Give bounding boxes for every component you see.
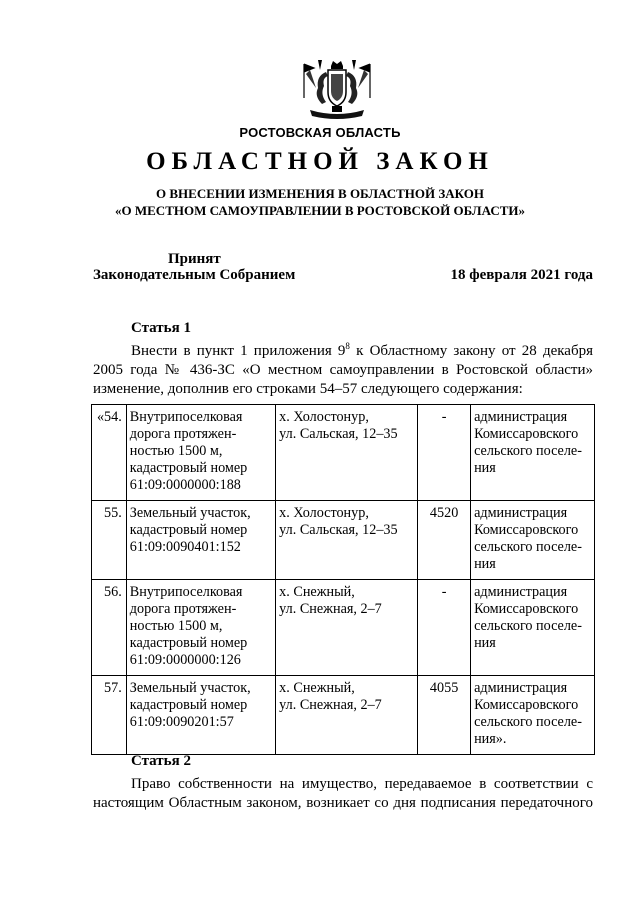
property-description-line: ностью 1500 м, bbox=[129, 443, 223, 459]
article-1-line-2: 2005 года № 436-ЗС «О местном самоуправлении в Ростовской области» bbox=[93, 362, 593, 378]
property-description-line: 61:09:0090201:57 bbox=[129, 714, 234, 730]
property-description-line: 61:09:0000000:188 bbox=[129, 477, 241, 493]
law-subtitle-line-1: О ВНЕСЕНИИ ИЗМЕНЕНИЯ В ОБЛАСТНОЙ ЗАКОН bbox=[156, 186, 484, 201]
property-description-line: кадастровый номер bbox=[129, 697, 248, 713]
property-area: - bbox=[418, 405, 471, 501]
table-row bbox=[92, 405, 595, 501]
property-address-line: ул. Снежная, 2–7 bbox=[279, 697, 382, 713]
property-description-line: 61:09:0090401:152 bbox=[129, 539, 241, 555]
property-address-line: х. Снежный, bbox=[279, 680, 355, 696]
property-area: 4055 bbox=[418, 676, 471, 755]
property-owner-line: администрация bbox=[474, 409, 568, 425]
property-area: 4520 bbox=[418, 501, 471, 580]
law-subtitle-line-2: «О МЕСТНОМ САМОУПРАВЛЕНИИ В РОСТОВСКОЙ ОБЛАСТИ» bbox=[115, 203, 525, 218]
adoption-date: 18 февраля 2021 года bbox=[450, 267, 593, 283]
property-address-line: х. Холостонур, bbox=[279, 505, 369, 521]
article-1-heading: Статья 1 bbox=[131, 320, 191, 336]
property-owner-line: ния bbox=[474, 460, 496, 476]
property-description bbox=[126, 676, 275, 755]
property-description-line: ностью 1500 м, bbox=[129, 618, 223, 634]
document-type-title: ОБЛАСТНОЙ ЗАКОН bbox=[146, 148, 494, 175]
property-address-line: ул. Сальская, 12–35 bbox=[279, 522, 398, 538]
region-name: РОСТОВСКАЯ ОБЛАСТЬ bbox=[239, 125, 401, 140]
property-owner-line: Комиссаровского bbox=[474, 426, 579, 442]
property-description-line: 61:09:0000000:126 bbox=[129, 652, 241, 668]
table-row bbox=[92, 580, 595, 676]
property-owner-line: сельского поселе- bbox=[474, 618, 582, 634]
property-description bbox=[126, 580, 275, 676]
property-owner-line: ния bbox=[474, 556, 496, 572]
property-table bbox=[91, 404, 595, 755]
property-owner bbox=[471, 676, 595, 755]
property-description-line: Внутрипоселковая bbox=[129, 409, 243, 425]
adopted-label: Принят bbox=[168, 251, 221, 267]
property-description-line: дорога протяжен- bbox=[129, 426, 237, 442]
property-owner-line: администрация bbox=[474, 505, 568, 521]
property-address bbox=[276, 405, 418, 501]
property-owner-line: администрация bbox=[474, 680, 568, 696]
property-owner-line: Комиссаровского bbox=[474, 601, 579, 617]
property-owner bbox=[471, 580, 595, 676]
superscript-8: 8 bbox=[345, 341, 350, 351]
row-number: 56. bbox=[92, 580, 127, 676]
property-owner-line: ния». bbox=[474, 731, 507, 747]
property-description-line: Земельный участок, bbox=[129, 505, 251, 521]
row-number: 55. bbox=[92, 501, 127, 580]
property-owner bbox=[471, 405, 595, 501]
article-2-line-2: настоящим Областным законом, возникает со дня подписания передаточного bbox=[93, 795, 593, 811]
article-1-line-3: изменение, дополнив его строками 54–57 следующего содержания: bbox=[93, 381, 523, 397]
property-description-line: Земельный участок, bbox=[129, 680, 251, 696]
property-description-line: кадастровый номер bbox=[129, 460, 248, 476]
property-description bbox=[126, 501, 275, 580]
property-area: - bbox=[418, 580, 471, 676]
property-description-line: дорога протяжен- bbox=[129, 601, 237, 617]
row-number: «54. bbox=[92, 405, 127, 501]
property-owner-line: сельского поселе- bbox=[474, 539, 582, 555]
property-owner-line: сельского поселе- bbox=[474, 443, 582, 459]
property-owner-line: ния bbox=[474, 635, 496, 651]
property-address-line: ул. Сальская, 12–35 bbox=[279, 426, 398, 442]
property-address-line: ул. Снежная, 2–7 bbox=[279, 601, 382, 617]
property-address-line: х. Холостонур, bbox=[279, 409, 369, 425]
property-owner-line: Комиссаровского bbox=[474, 522, 579, 538]
property-owner-line: администрация bbox=[474, 584, 568, 600]
property-description-line: кадастровый номер bbox=[129, 522, 248, 538]
article-2-text bbox=[93, 775, 593, 813]
property-address-line: х. Снежный, bbox=[279, 584, 355, 600]
property-description bbox=[126, 405, 275, 501]
property-address bbox=[276, 580, 418, 676]
property-owner-line: Комиссаровского bbox=[474, 697, 579, 713]
article-1-text bbox=[93, 342, 593, 399]
property-owner bbox=[471, 501, 595, 580]
property-description-line: кадастровый номер bbox=[129, 635, 248, 651]
article-1-line-1: Внести в пункт 1 приложения $9^8$ к Областному закону от 28 декабря bbox=[131, 341, 593, 359]
property-description-line: Внутрипоселковая bbox=[129, 584, 243, 600]
property-address bbox=[276, 676, 418, 755]
property-address bbox=[276, 501, 418, 580]
table-row bbox=[92, 676, 595, 755]
article-2-heading: Статья 2 bbox=[131, 753, 191, 769]
row-number: 57. bbox=[92, 676, 127, 755]
table-row bbox=[92, 501, 595, 580]
article-2-line-1: Право собственности на имущество, передаваемое в соответствии с bbox=[131, 776, 593, 792]
adopting-body: Законодательным Собранием bbox=[93, 267, 296, 283]
property-owner-line: сельского поселе- bbox=[474, 714, 582, 730]
coat-of-arms-emblem bbox=[296, 58, 378, 122]
